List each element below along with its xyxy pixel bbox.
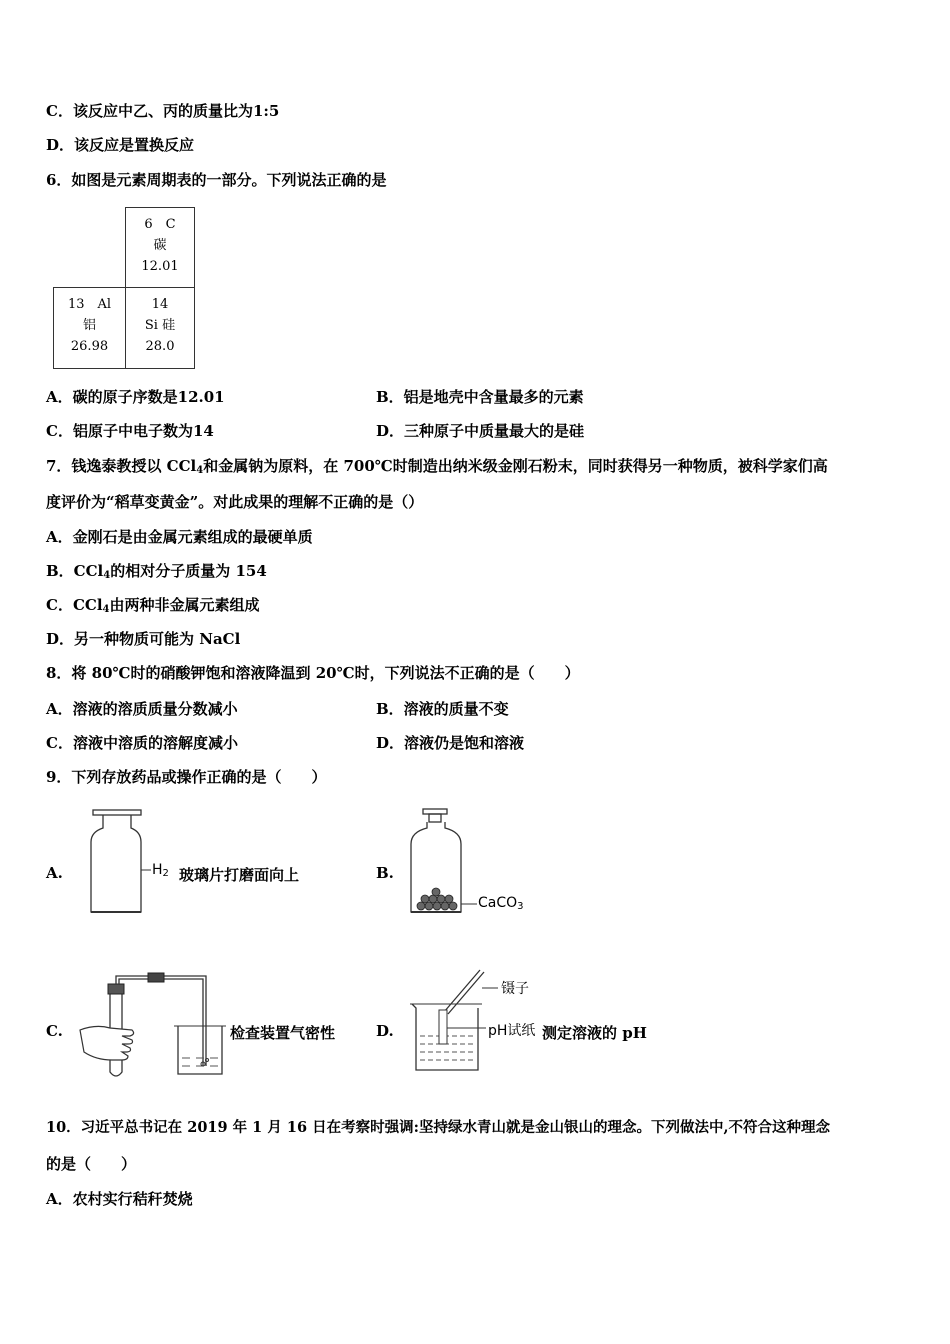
q10-option-a: A．农村实行秸秆焚烧 <box>46 1190 193 1208</box>
q6-stem: 6．如图是元素周期表的一部分。下列说法正确的是 <box>46 171 387 189</box>
aluminum-mass: 26.98 <box>70 339 109 354</box>
q10-stem-line2: 的是（ ） <box>46 1155 137 1173</box>
cell-silicon <box>125 287 195 369</box>
aluminum-number-symbol: 13 Al <box>67 297 112 312</box>
airtightness-apparatus-figure <box>72 968 232 1080</box>
silicon-mass: 28.0 <box>145 339 175 354</box>
q9-option-d-letter: D. <box>376 1022 394 1040</box>
periodic-table-fragment <box>53 207 195 369</box>
q9-stem: 9．下列存放药品或操作正确的是（ ） <box>46 768 327 786</box>
reagent-bottle-figure <box>405 806 480 918</box>
carbon-name: 碳 <box>153 238 167 253</box>
q9-option-b-letter: B. <box>376 864 394 882</box>
q8-option-b: B．溶液的质量不变 <box>376 700 509 718</box>
silicon-number: 14 <box>151 297 169 312</box>
q9-option-a-caption: 玻璃片打磨面向上 <box>179 866 300 884</box>
carbon-number-symbol: 6 C <box>144 217 176 232</box>
gas-label: $H_2$ <box>152 862 169 879</box>
q9-option-d-caption: 测定溶液的 pH <box>542 1024 647 1042</box>
q9-option-c-letter: C. <box>46 1022 63 1040</box>
q6-option-c: C．铝原子中电子数为14 <box>46 422 214 440</box>
q5-option-c: C．该反应中乙、丙的质量比为1:5 <box>46 102 280 120</box>
q6-option-a: A．碳的原子序数是12.01 <box>46 388 225 406</box>
q6-option-d: D．三种原子中质量最大的是硅 <box>376 422 585 440</box>
q8-option-a: A．溶液的溶质质量分数减小 <box>46 700 238 718</box>
q7-option-c: C．CCl$_4$由两种非金属元素组成 <box>46 596 260 615</box>
cell-aluminum <box>53 287 126 369</box>
q6-option-b: B．铝是地壳中含量最多的元素 <box>376 388 584 406</box>
q9-option-c-caption: 检查装置气密性 <box>230 1024 336 1042</box>
silicon-symbol-name: Si 硅 <box>144 318 176 333</box>
ph-test-figure <box>402 966 502 1076</box>
q5-option-d: D．该反应是置换反应 <box>46 136 195 154</box>
q8-option-d: D．溶液仍是饱和溶液 <box>376 734 525 752</box>
q7-option-b: B．CCl$_4$的相对分子质量为 154 <box>46 562 267 581</box>
q8-stem: 8．将 80℃时的硝酸钾饱和溶液降温到 20℃时，下列说法不正确的是（ ） <box>46 664 580 682</box>
q10-stem-line1: 10．习近平总书记在 2019 年 1 月 16 日在考察时强调:坚持绿水青山就是金山银山的理念。下列做法中,不符合这种理念 <box>46 1119 830 1136</box>
q8-option-c: C．溶液中溶质的溶解度减小 <box>46 734 238 752</box>
q7-stem-line1: 7．钱逸泰教授以 CCl$_4$和金属钠为原料，在 700℃时制造出纳米级金刚石粉末，同时获得另一种物质，被科学家们高 <box>46 457 828 476</box>
tweezers-label: 镊子 <box>501 981 529 997</box>
q7-stem-line2: 度评价为“稻草变黄金”。对此成果的理解不正确的是（） <box>46 493 424 511</box>
q7-option-a: A．金刚石是由金属元素组成的最硬单质 <box>46 528 313 546</box>
cell-carbon <box>125 207 195 288</box>
q9-option-a-letter: A. <box>46 864 63 882</box>
q7-option-d: D．另一种物质可能为 NaCl <box>46 630 241 648</box>
carbon-mass: 12.01 <box>141 259 179 274</box>
aluminum-name: 铝 <box>82 318 96 333</box>
ph-paper-label: pH试纸 <box>488 1023 536 1039</box>
caco3-label: CaCO$_3$ <box>478 895 524 912</box>
